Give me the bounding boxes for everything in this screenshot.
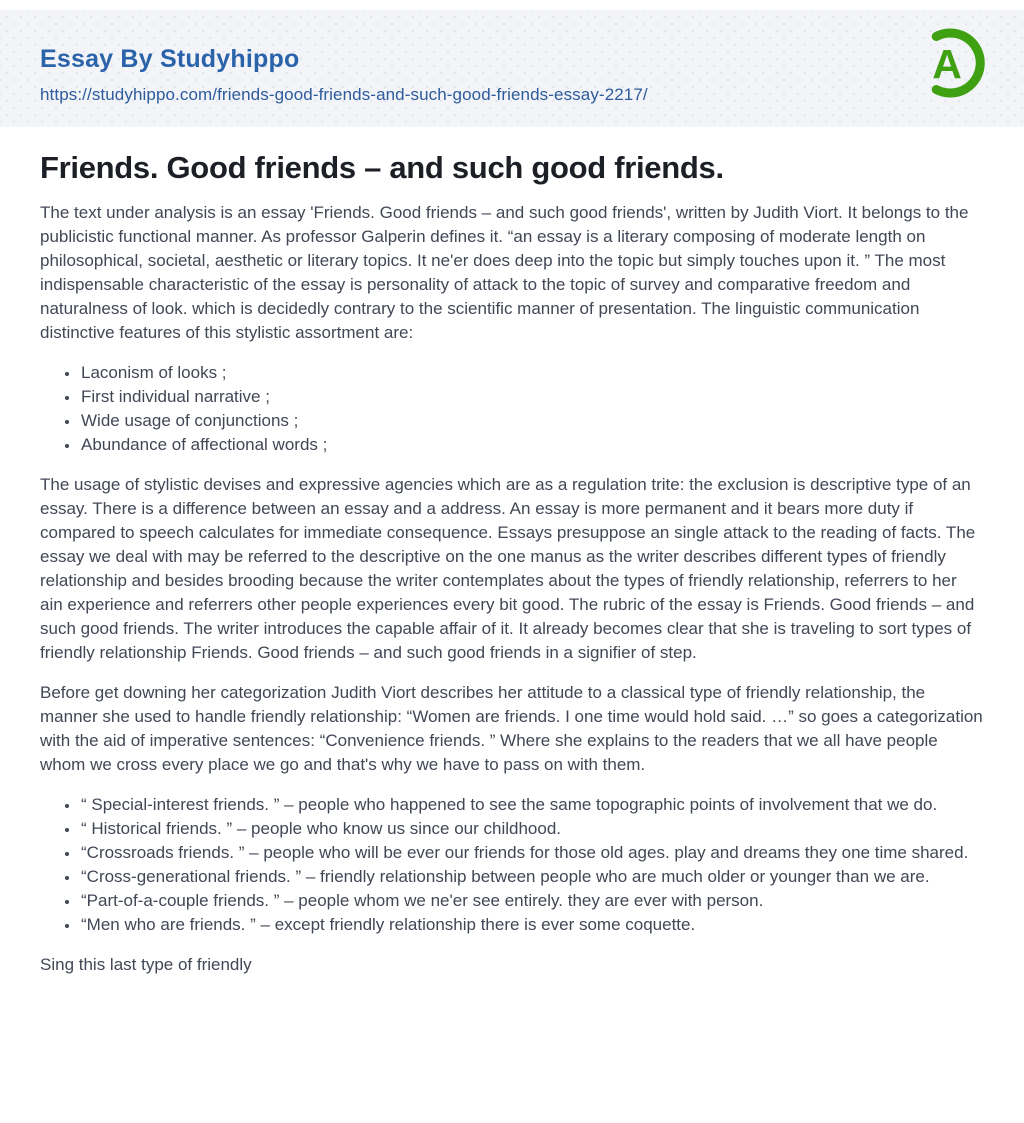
friend-types-list [40, 793, 984, 937]
list-item: • Abundance of affectional words ; [80, 433, 984, 457]
essay-title: Friends. Good friends – and such good friends. [40, 150, 724, 185]
list-item: • “Part-of-a-couple friends. ” – people whom we ne'er see entirely. they are ever with person. [80, 889, 984, 913]
list-item: • “Cross-generational friends. ” – friendly relationship between people who are much older or younger than we are. [80, 865, 984, 889]
list-item: • “Men who are friends. ” – except friendly relationship there is ever some coquette. [80, 913, 984, 937]
list-item: • “ Special-interest friends. ” – people who happened to see the same topographic points of involvement that we do. [80, 793, 984, 817]
essay-closing-line: Sing this last type of friendly [40, 955, 252, 974]
site-title: Essay By Studyhippo [40, 45, 300, 73]
list-item: • “Crossroads friends. ” – people who will be ever our friends for those old ages. play and dreams they one time shared. [80, 841, 984, 865]
list-item: • First individual narrative ; [80, 385, 984, 409]
essay-paragraph-2: The usage of stylistic devises and expressive agencies which are as a regulation trite: the exclusion is descriptive type of an essay. There is a difference between an essay and a address. An essay is more permanent and it bears more duty if compared to speech calculates for immediate consequence. Essays presuppose an single attack to the reading of facts. The essay we deal with may be referred to the descriptive on the one manus as the writer describes different types of friendly relationship and besides brooding because the writer contemplates about the types of friendly relationship, referrers to her ain experience and referrers other people experiences every bit good. The rubric of the essay is Friends. Good friends – and such good friends. The writer introduces the capable affair of it. It already becomes clear that she is traveling to sort types of friendly relationship Friends. Good friends – and such good friends in a signifier of step. [40, 475, 976, 662]
stylistic-features-list [40, 361, 984, 457]
essay-paragraph-1: The text under analysis is an essay 'Friends. Good friends – and such good friends', written by Judith Viort. It belongs to the publicistic functional manner. As professor Galperin defines it. “an essay is a literary composing of moderate length on philosophical, societal, aesthetic or literary topics. It ne'er does deep into the topic but simply touches upon it. ” The most indispensable characteristic of the essay is personality of attack to the topic of survey and comparative freedom and naturalness of look. which is decidedly contrary to the scientific manner of presentation. The linguistic communication distinctive features of this stylistic assortment are: [40, 203, 969, 342]
list-item: • Wide usage of conjunctions ; [80, 409, 984, 433]
list-item: • Laconism of looks ; [80, 361, 984, 385]
page-url-link[interactable]: https://studyhippo.com/friends-good-friends-and-such-good-friends-essay-2217/ [40, 85, 648, 104]
studyhippo-logo-icon [916, 20, 990, 106]
logo-letter: A [932, 41, 962, 87]
essay-article [0, 127, 1024, 977]
page-header [0, 10, 1024, 127]
list-item: • “ Historical friends. ” – people who know us since our childhood. [80, 817, 984, 841]
essay-paragraph-3: Before get downing her categorization Judith Viort describes her attitude to a classical type of friendly relationship, the manner she used to handle friendly relationship: “Women are friends. I one time would hold said. …” so goes a categorization with the aid of imperative sentences: “Convenience friends. ” Where she explains to the readers that we all have people whom we cross every place we go and that's why we have to pass on with them. [40, 683, 983, 774]
